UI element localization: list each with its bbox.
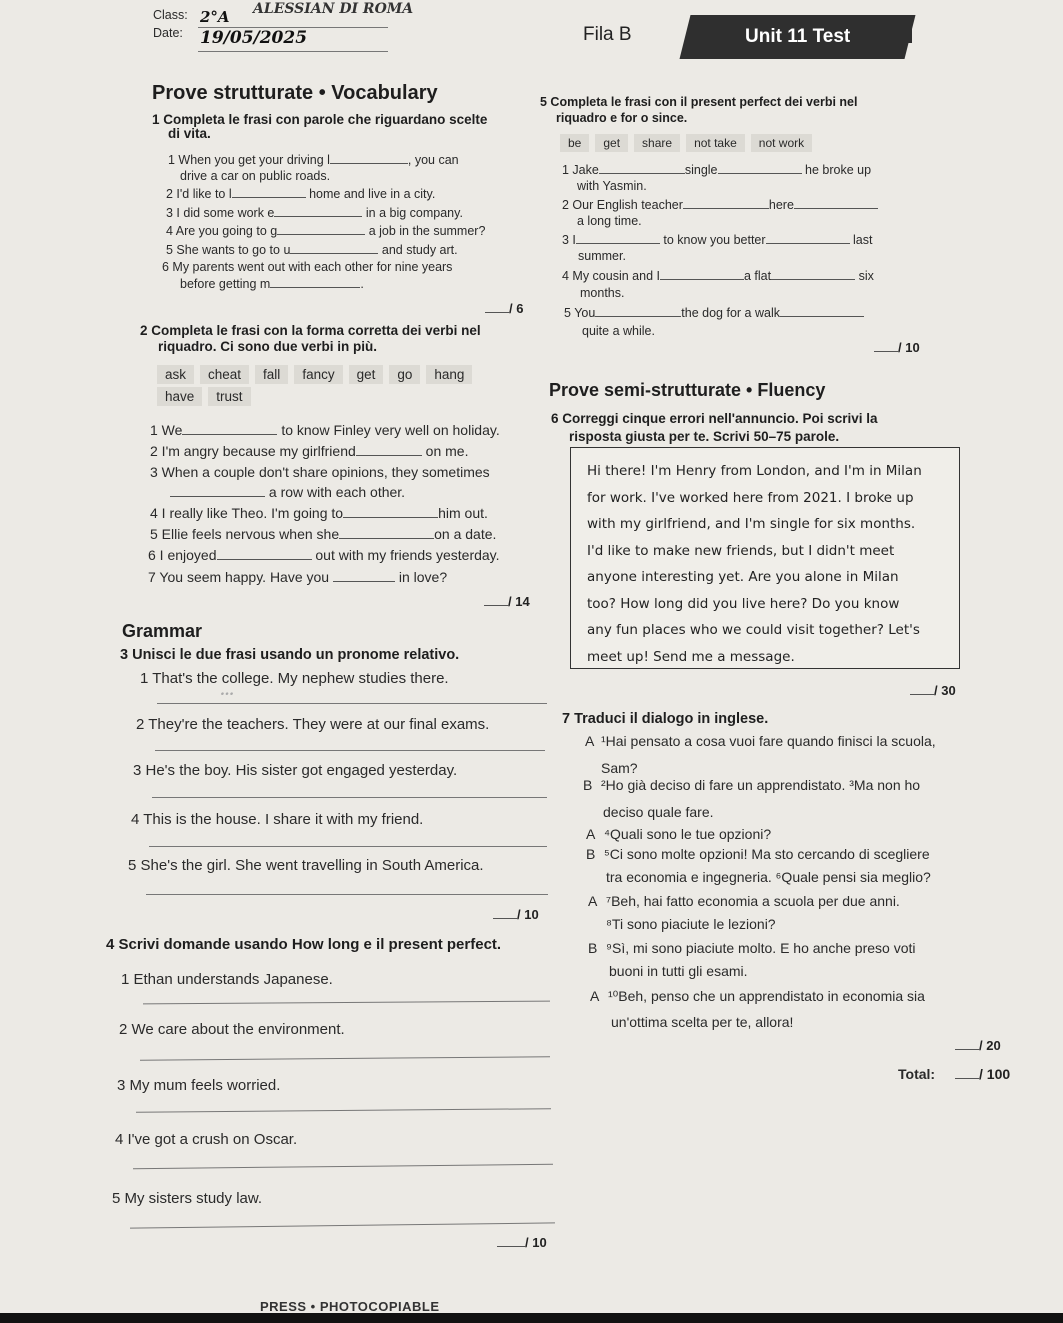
ex2-item-1: 1 We to know Finley very well on holiday. [150, 422, 500, 438]
answer-line [136, 1108, 551, 1113]
word-chip: be [560, 134, 589, 152]
word-chip: trust [208, 387, 250, 406]
ex2-item-2: 2 I'm angry because my girlfriend on me. [150, 443, 469, 459]
ex7-instruction: 7 Traduci il dialogo in inglese. [562, 711, 769, 727]
ex2-item-3-cont: a row with each other. [170, 484, 405, 500]
word-chip: fancy [294, 365, 342, 384]
ad-line: Hi there! I'm Henry from London, and I'm in Milan [587, 463, 922, 479]
word-chip: have [157, 387, 202, 406]
ad-box [570, 447, 960, 669]
ex4-item-3: 3 My mum feels worried. [117, 1077, 281, 1094]
ex1-instruction-cont: di vita. [168, 126, 211, 141]
ex7-score: / 20 [955, 1038, 1001, 1053]
ex3-item-2: 2 They're the teachers. They were at our final exams. [136, 716, 490, 733]
unit-tab [680, 15, 916, 59]
ex6-instruction: 6 Correggi cinque errori nell'annuncio. Poi scrivi la [551, 411, 878, 426]
ad-line: meet up! Send me a message. [587, 648, 795, 665]
ex5-score: / 10 [874, 340, 920, 355]
ex5-instruction: 5 Completa le frasi con il present perfect dei verbi nel [540, 95, 858, 109]
total-label: Total: [898, 1066, 936, 1082]
ex5-item-4-cont: months. [580, 286, 625, 300]
bottom-edge [0, 1313, 1063, 1323]
word-chip: share [634, 134, 680, 152]
student-name: ALESSIAN DI ROMA [253, 1, 414, 17]
ex5-item-4: 4 My cousin and I a flat six [562, 269, 874, 283]
ex1-item-6: 6 My parents went out with each other for nine years [162, 260, 453, 274]
grammar-title: Grammar [122, 621, 203, 641]
ad-line: I'd like to make new friends, but I didn't meet [587, 542, 895, 559]
dialogue-line: deciso quale fare. [603, 804, 714, 820]
word-chip: fall [255, 365, 288, 384]
ex3-item-4: 4 This is the house. I share it with my friend. [131, 811, 424, 828]
ex2-score: / 14 [484, 594, 530, 609]
ex3-item-3: 3 He's the boy. His sister got engaged yesterday. [133, 762, 458, 779]
ad-line: anyone interesting yet. Are you alone in Milan [587, 569, 899, 585]
word-chip: not take [686, 134, 745, 152]
answer-line [155, 750, 545, 751]
dialogue-line: B ⁹Sì, mi sono piaciute molto. E ho anche preso voti [588, 940, 916, 956]
dialogue-line: tra economia e ingegneria. ⁶Quale pensi sia meglio? [606, 869, 931, 885]
unit-tab-end [904, 15, 912, 43]
ex3-item-5: 5 She's the girl. She went travelling in South America. [128, 857, 484, 874]
dialogue-line: A ⁷Beh, hai fatto economia a scuola per due anni. [588, 893, 900, 909]
ex2-item-5: 5 Ellie feels nervous when she on a date. [150, 526, 497, 542]
ex3-score: / 10 [493, 907, 539, 922]
ex5-item-2-cont: a long time. [577, 214, 642, 228]
ex1-instruction: 1 Completa le frasi con parole che riguardano scelte [152, 112, 488, 127]
ex2-instruction-cont: riquadro. Ci sono due verbi in più. [158, 339, 378, 354]
vocab-title: Prove strutturate • Vocabulary [152, 82, 438, 104]
ex4-score: / 10 [497, 1235, 547, 1250]
dialogue-line: un'ottima scelta per te, allora! [611, 1014, 794, 1030]
answer-line [140, 1056, 550, 1061]
ex1-item-5: 5 She wants to go to u and study art. [166, 243, 458, 257]
word-chip: get [595, 134, 628, 152]
ex2-word-box-row2 [157, 387, 257, 406]
dialogue-line: B ²Ho già deciso di fare un apprendistato. ³Ma non ho [583, 777, 921, 793]
word-chip: not work [751, 134, 812, 152]
word-chip: hang [426, 365, 472, 384]
ad-line: too? How long did you live here? Do you know [587, 595, 900, 612]
ad-line: for work. I've worked here from 2021. I broke up [587, 489, 914, 506]
ex2-item-3: 3 When a couple don't share opinions, they sometimes [150, 464, 490, 480]
word-chip: cheat [200, 365, 249, 384]
dialogue-line: A ⁴Quali sono le tue opzioni? [586, 826, 772, 842]
ex5-instruction-cont: riquadro e for o since. [556, 111, 688, 125]
ex4-item-5: 5 My sisters study law. [112, 1190, 263, 1207]
dialogue-line: ⁸Ti sono piaciute le lezioni? [606, 916, 776, 932]
ex1-score: / 6 [485, 301, 523, 316]
ex1-item-2: 2 I'd like to l home and live in a city. [166, 187, 436, 201]
ex3-item-1: 1 That's the college. My nephew studies there. [140, 670, 449, 687]
answer-line [143, 1001, 550, 1005]
class-label: Class: [153, 8, 188, 22]
ex5-item-5: 5 You the dog for a walk [564, 305, 864, 320]
answer-line [146, 894, 548, 895]
dialogue-line: buoni in tutti gli esami. [609, 963, 748, 979]
answer-line [133, 1164, 553, 1169]
ex4-item-1: 1 Ethan understands Japanese. [121, 971, 333, 988]
ex5-item-1-cont: with Yasmin. [577, 179, 647, 193]
date-line [198, 51, 388, 52]
ex4-item-4: 4 I've got a crush on Oscar. [115, 1131, 298, 1148]
ad-line: any fun places who we could visit together? Let's [587, 622, 920, 638]
ex1-item-1-cont: drive a car on public roads. [180, 169, 331, 183]
ex5-item-3: 3 I to know you better last [562, 233, 873, 247]
date-value: 19/05/2025 [200, 28, 308, 48]
ex5-word-box [560, 134, 818, 152]
date-label: Date: [153, 26, 183, 40]
ex5-item-2: 2 Our English teacher here [562, 197, 878, 212]
fluency-title: Prove semi-strutturate • Fluency [549, 380, 826, 400]
word-chip: ask [157, 365, 194, 384]
ex6-instruction-cont: risposta giusta per te. Scrivi 50–75 parole. [569, 429, 840, 444]
ex1-item-1: 1 When you get your driving l , you can [168, 153, 459, 167]
group-label: Fila B [583, 24, 632, 45]
ex2-instruction: 2 Completa le frasi con la forma corretta dei verbi nel [140, 323, 481, 338]
ex2-item-7: 7 You seem happy. Have you in love? [148, 569, 448, 585]
word-chip: go [389, 365, 420, 384]
word-chip: get [349, 365, 384, 384]
ex2-item-6: 6 I enjoyed out with my friends yesterday. [148, 547, 500, 563]
dialogue-line: A ¹⁰Beh, penso che un apprendistato in economia sia [590, 988, 925, 1004]
answer-line [130, 1222, 555, 1228]
answer-line [152, 797, 547, 798]
ex2-word-box-row1 [157, 365, 478, 384]
ex1-item-6-cont: before getting m . [180, 277, 364, 291]
ex1-item-4: 4 Are you going to g a job in the summer? [166, 224, 486, 238]
dialogue-line: B ⁵Ci sono molte opzioni! Ma sto cercando di scegliere [586, 846, 930, 862]
total-score: / 100 [955, 1066, 1010, 1082]
ex3-instruction: 3 Unisci le due frasi usando un pronome relativo. [120, 647, 460, 663]
erased-writing: … [220, 683, 234, 699]
ex4-instruction: 4 Scrivi domande usando How long e il present perfect. [106, 936, 502, 953]
dialogue-line: A ¹Hai pensato a cosa vuoi fare quando finisci la scuola, [585, 733, 936, 749]
ad-line: with my girlfriend, and I'm single for six months. [587, 516, 916, 532]
ex2-item-4: 4 I really like Theo. I'm going to him out. [150, 505, 488, 521]
class-value: 2°A [200, 8, 230, 26]
dialogue-line: Sam? [601, 760, 638, 776]
ex5-item-3-cont: summer. [578, 249, 626, 263]
ex6-score: / 30 [910, 683, 956, 698]
ex5-item-5-cont: quite a while. [582, 324, 655, 338]
ex1-item-3: 3 I did some work e in a big company. [166, 206, 463, 220]
ex4-item-2: 2 We care about the environment. [119, 1021, 345, 1038]
unit-title: Unit 11 Test [744, 26, 851, 47]
footer-text: PRESS • PHOTOCOPIABLE [260, 1299, 440, 1313]
ex5-item-1: 1 Jake single he broke up [562, 163, 872, 177]
answer-line [157, 703, 547, 704]
answer-line [149, 846, 547, 847]
